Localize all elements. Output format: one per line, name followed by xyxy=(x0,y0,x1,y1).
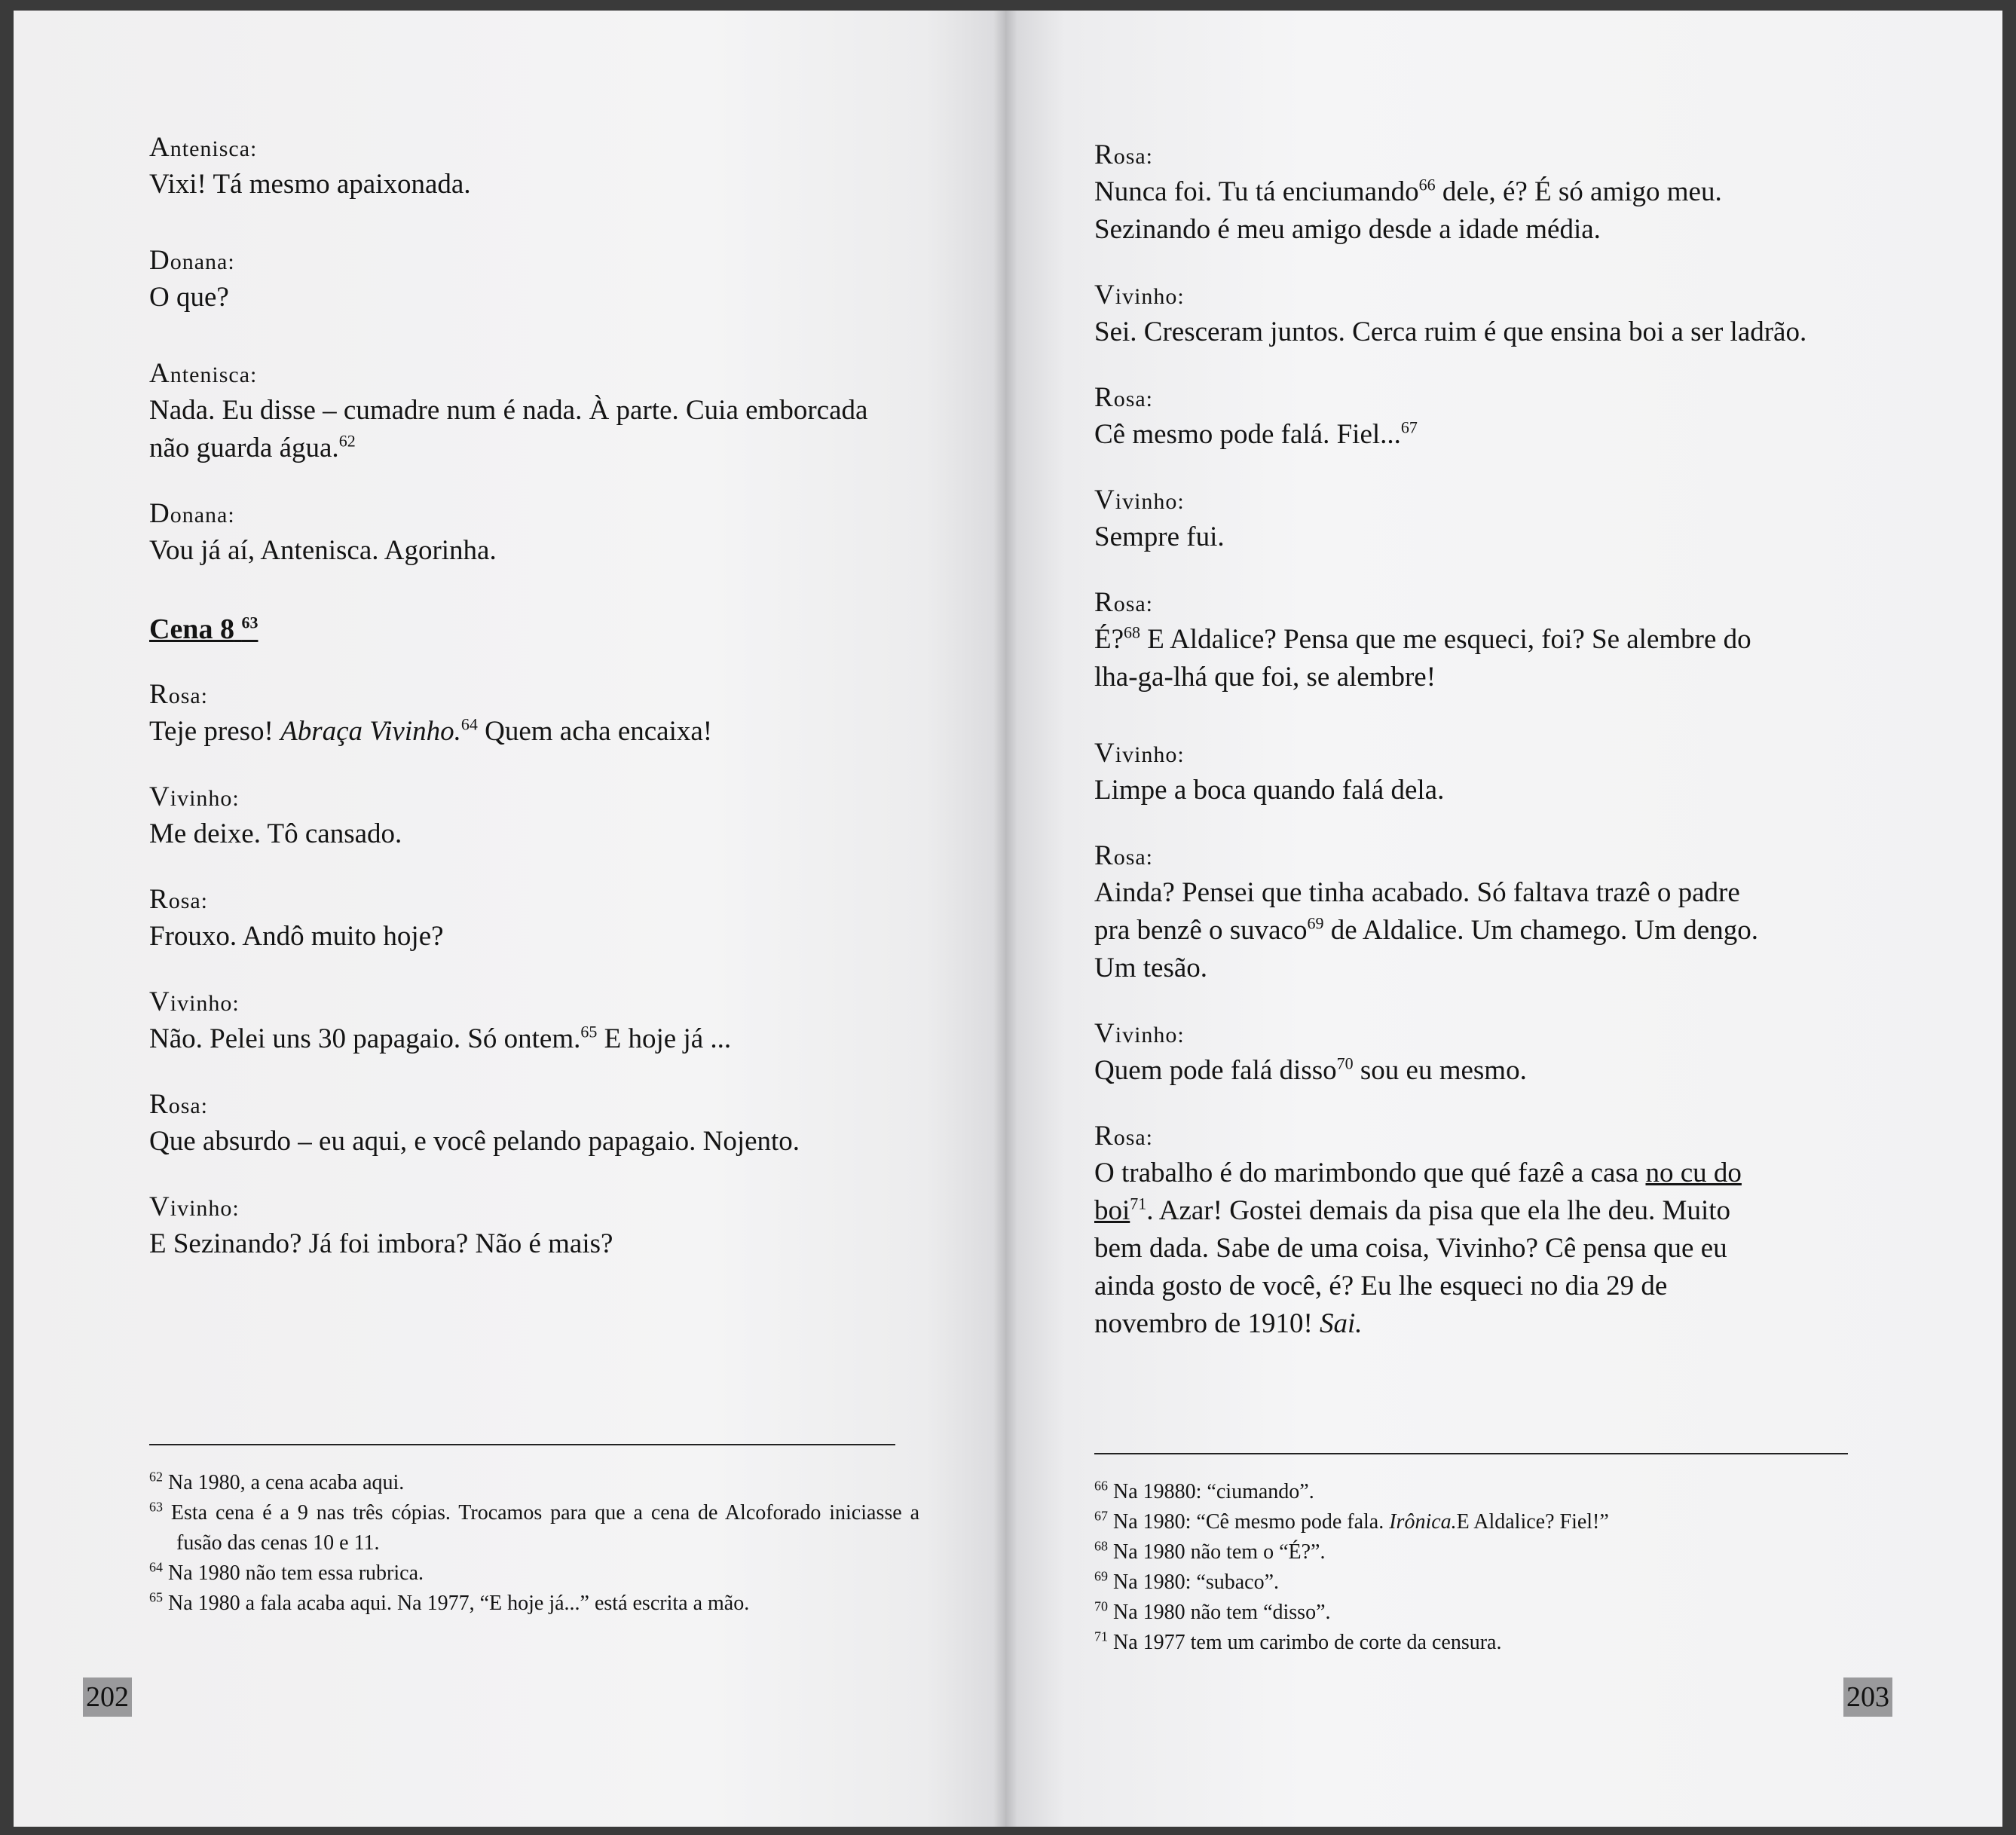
footnote xyxy=(149,1498,919,1558)
dialogue-line: Vixi! Tá mesmo apaixonada. xyxy=(149,169,471,200)
scene-title: Cena 8 xyxy=(149,613,234,645)
speaker-label: Donana: xyxy=(149,245,235,276)
footnote-ref: 70 xyxy=(1336,1054,1354,1073)
speaker-label: Vivinho: xyxy=(1094,280,1185,310)
speaker-label: Antenisca: xyxy=(149,358,258,389)
footnote-ref: 66 xyxy=(1418,175,1436,194)
footnote-number: 68 xyxy=(1094,1538,1108,1554)
page-number: 203 xyxy=(1843,1677,1892,1717)
dialogue-line: Sei. Cresceram juntos. Cerca ruim é que ensina boi a ser ladrão. xyxy=(1094,317,1807,347)
footnote-number: 62 xyxy=(149,1469,163,1485)
dialogue-text: novembro de 1910! xyxy=(1094,1308,1320,1339)
dialogue-text: pra benzê o suvaco xyxy=(1094,915,1308,946)
underlined-text: no cu do xyxy=(1645,1158,1742,1188)
speaker-label: Rosa: xyxy=(1094,382,1154,413)
footnote xyxy=(1094,1537,1848,1567)
dialogue-line: ainda gosto de você, é? Eu lhe esqueci no dia 29 de xyxy=(1094,1271,1668,1301)
footnote-number: 63 xyxy=(149,1499,163,1515)
speaker-label: Rosa: xyxy=(1094,1121,1154,1151)
speaker-label: Vivinho: xyxy=(149,1191,240,1222)
speaker-label: Rosa: xyxy=(1094,840,1154,871)
dialogue-line: Ainda? Pensei que tinha acabado. Só faltava trazê o padre xyxy=(1094,877,1740,908)
footnote-number: 64 xyxy=(149,1559,163,1575)
footnote-ref: 65 xyxy=(580,1022,598,1041)
speaker-label: Rosa: xyxy=(149,679,209,710)
footnote-ref: 62 xyxy=(338,431,356,451)
dialogue-line xyxy=(149,1020,927,1058)
speaker-label: Rosa: xyxy=(1094,139,1154,170)
footnote-text: E Aldalice? Fiel!” xyxy=(1456,1510,1609,1534)
footnote xyxy=(1094,1628,1848,1658)
footnote-number: 71 xyxy=(1094,1629,1108,1644)
footnote-number: 66 xyxy=(1094,1478,1108,1494)
dialogue-line: lha-ga-lhá que foi, se alembre! xyxy=(1094,662,1436,693)
dialogue-line xyxy=(149,713,927,751)
dialogue-line: Limpe a boca quando falá dela. xyxy=(1094,775,1445,806)
footnote-text: Na 1980 não tem “disso”. xyxy=(1113,1601,1331,1624)
footnote-ref: 69 xyxy=(1307,913,1324,933)
dialogue-text: de Aldalice. Um chamego. Um dengo. xyxy=(1323,915,1758,946)
dialogue-line xyxy=(1094,416,1854,454)
dialogue-text: não guarda água. xyxy=(149,433,339,463)
dialogue-line: Um tesão. xyxy=(1094,953,1208,983)
page-number: 202 xyxy=(83,1677,132,1717)
speaker-label: Vivinho: xyxy=(1094,485,1185,515)
footnote-number: 69 xyxy=(1094,1568,1108,1584)
dialogue-line: bem dada. Sabe de uma coisa, Vivinho? Cê pensa que eu xyxy=(1094,1233,1727,1264)
dialogue-text: Não. Pelei uns 30 papagaio. Só ontem. xyxy=(149,1023,581,1054)
dialogue-text: . Azar! Gostei demais da pisa que ela lhe deu. Muito xyxy=(1146,1195,1731,1226)
dialogue-text: E Aldalice? Pensa que me esqueci, foi? Se alembre do xyxy=(1140,624,1751,655)
dialogue-line xyxy=(1094,912,1854,950)
speaker-label: Vivinho: xyxy=(149,781,240,812)
footnote-number: 67 xyxy=(1094,1508,1108,1524)
dialogue-line xyxy=(1094,1305,1854,1343)
dialogue-text: Nunca foi. Tu tá enciumando xyxy=(1094,176,1419,207)
footnote-rule xyxy=(149,1444,895,1445)
right-page-body xyxy=(1094,139,1854,1343)
footnote-text: Na 1980: “subaco”. xyxy=(1113,1570,1280,1594)
footnote-text: Na 1980: “Cê mesmo pode fala. xyxy=(1113,1510,1390,1534)
dialogue-line: Frouxo. Andô muito hoje? xyxy=(149,921,444,952)
dialogue-text: Cê mesmo pode falá. Fiel... xyxy=(1094,419,1401,450)
footnote-text: Na 1980 não tem o “É?”. xyxy=(1113,1540,1326,1564)
footnote-text: Na 1977 tem um carimbo de corte da censura. xyxy=(1113,1631,1502,1654)
dialogue-line xyxy=(1094,1052,1854,1090)
dialogue-text: E hoje já ... xyxy=(597,1023,732,1054)
book-gutter xyxy=(993,11,1017,1827)
dialogue-text: É? xyxy=(1094,624,1124,655)
dialogue-line: O que? xyxy=(149,282,229,313)
speaker-label: Antenisca: xyxy=(149,132,258,163)
dialogue-line xyxy=(1094,173,1854,211)
dialogue-line xyxy=(149,430,927,467)
footnote-text: Na 19880: “ciumando”. xyxy=(1113,1480,1314,1503)
footnote-rule xyxy=(1094,1453,1848,1454)
underlined-text: boi xyxy=(1094,1195,1130,1226)
footnote xyxy=(1094,1507,1848,1537)
dialogue-line: Sempre fui. xyxy=(1094,521,1225,552)
speaker-label: Rosa: xyxy=(149,884,209,915)
left-footnotes xyxy=(149,1468,919,1619)
dialogue-line xyxy=(149,392,927,430)
speaker-label: Donana: xyxy=(149,498,235,529)
dialogue-text: Quem pode falá disso xyxy=(1094,1055,1337,1086)
footnote xyxy=(149,1468,919,1498)
speaker-label: Vivinho: xyxy=(149,986,240,1017)
speaker-label: Vivinho: xyxy=(1094,1018,1185,1049)
right-footnotes xyxy=(1094,1477,1848,1658)
dialogue-line: Me deixe. Tô cansado. xyxy=(149,818,402,849)
dialogue-text: dele, é? É só amigo meu. xyxy=(1435,176,1722,207)
footnote-text: Na 1980 a fala acaba aqui. Na 1977, “E hoje já...” está escrita a mão. xyxy=(168,1592,750,1615)
footnote-text: Esta cena é a 9 nas três cópias. Trocamos para que a cena de Alcoforado iniciasse a fusão das cenas 10 e 11. xyxy=(170,1501,919,1555)
dialogue-line: Sezinando é meu amigo desde a idade média. xyxy=(1094,214,1601,245)
footnote-ref: 63 xyxy=(241,613,259,632)
scene-heading xyxy=(149,610,927,648)
dialogue-text: Nada. Eu disse – cumadre num é nada. À parte. Cuia emborcada xyxy=(149,395,868,426)
dialogue-line xyxy=(1094,1155,1854,1192)
left-page-body xyxy=(149,131,927,1263)
footnote xyxy=(149,1589,919,1619)
dialogue-line: E Sezinando? Já foi imbora? Não é mais? xyxy=(149,1228,613,1259)
dialogue-text: Quem acha encaixa! xyxy=(477,716,713,747)
footnote-ref: 71 xyxy=(1130,1194,1147,1213)
footnote-number: 65 xyxy=(149,1589,163,1605)
dialogue-text: sou eu mesmo. xyxy=(1353,1055,1527,1086)
speaker-label: Rosa: xyxy=(149,1089,209,1120)
dialogue-text: O trabalho é do marimbondo que qué fazê a casa xyxy=(1094,1158,1646,1188)
dialogue-line xyxy=(1094,1192,1854,1230)
left-page xyxy=(14,11,1005,1827)
dialogue-line: Que absurdo – eu aqui, e você pelando papagaio. Nojento. xyxy=(149,1126,800,1157)
stage-direction: Abraça Vivinho. xyxy=(280,716,461,747)
dialogue-line: Vou já aí, Antenisca. Agorinha. xyxy=(149,535,497,566)
footnote-text: Na 1980 não tem essa rubrica. xyxy=(168,1561,424,1585)
footnote xyxy=(1094,1477,1848,1507)
dialogue-line xyxy=(1094,621,1854,659)
speaker-label: Rosa: xyxy=(1094,587,1154,618)
stage-direction: Sai. xyxy=(1320,1308,1363,1339)
footnote-text: Na 1980, a cena acaba aqui. xyxy=(168,1471,405,1494)
footnote xyxy=(1094,1567,1848,1598)
footnote-italic: Irônica. xyxy=(1389,1510,1457,1534)
footnote-ref: 68 xyxy=(1124,622,1141,642)
dialogue-text: Teje preso! xyxy=(149,716,281,747)
footnote xyxy=(1094,1598,1848,1628)
footnote-ref: 67 xyxy=(1400,417,1418,437)
right-page xyxy=(1005,11,2002,1827)
footnote-ref: 64 xyxy=(460,714,478,734)
footnote-number: 70 xyxy=(1094,1598,1108,1614)
footnote xyxy=(149,1558,919,1589)
speaker-label: Vivinho: xyxy=(1094,738,1185,769)
